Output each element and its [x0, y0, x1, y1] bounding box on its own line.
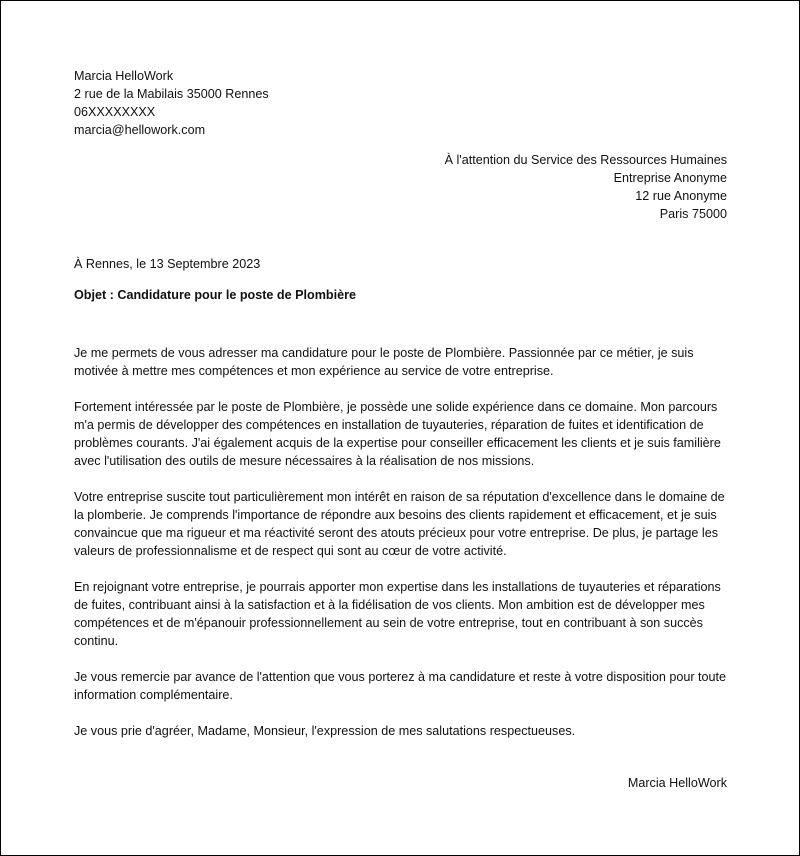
signature: Marcia HelloWork: [627, 776, 727, 790]
sender-address: 2 rue de la Mabilais 35000 Rennes: [74, 87, 269, 101]
letter-body: [74, 344, 728, 758]
sender-name: Marcia HelloWork: [74, 69, 174, 83]
body-paragraph: Votre entreprise suscite tout particulièrement mon intérêt en raison de sa réputation d'excellence dans le domaine de la plomberie. Je comprends l'importance de répondre aux besoins des clients rapidement et efficacement, et je suis convaincue que ma rigueur et ma réactivité seront des atouts précieux pour votre entreprise. De plus, je partage les valeurs de professionnalisme et de respect qui sont au cœur de votre activité.: [74, 490, 725, 558]
body-paragraph: Je me permets de vous adresser ma candidature pour le poste de Plombière. Passionnée par ce métier, je suis motivée à mettre mes compétences et mon expérience au service de votre entreprise.: [74, 346, 694, 378]
recipient-street: 12 rue Anonyme: [635, 189, 727, 203]
closing-paragraph: Je vous prie d'agréer, Madame, Monsieur, l'expression de mes salutations respectueuses.: [74, 724, 576, 738]
sender-block: [74, 67, 269, 139]
recipient-attention: À l'attention du Service des Ressources Humaines: [444, 153, 727, 167]
body-paragraph: En rejoignant votre entreprise, je pourrais apporter mon expertise dans les installations de tuyauteries et réparations de fuites, contribuant ainsi à la satisfaction et à la fidélisation de vos clients. Mon ambition est de développer mes compétences et de m'épanouir professionnellement au sein de votre entreprise, tout en contribuant à son succès continu.: [74, 580, 721, 648]
subject-line: Objet : Candidature pour le poste de Plombière: [74, 288, 357, 302]
date-line: À Rennes, le 13 Septembre 2023: [74, 257, 261, 271]
recipient-block: [445, 151, 727, 223]
body-paragraph: Je vous remercie par avance de l'attention que vous porterez à ma candidature et reste à votre disposition pour toute information complémentaire.: [74, 670, 727, 702]
sender-phone: 06XXXXXXXX: [74, 105, 156, 119]
recipient-company: Entreprise Anonyme: [613, 171, 727, 185]
body-paragraph: Fortement intéressée par le poste de Plombière, je possède une solide expérience dans ce domaine. Mon parcours m'a permis de développer des compétences en installation de tuyauteries, réparation de fuites et identification de problèmes courants. J'ai également acquis de la expertise pour conseiller efficacement les clients et je suis familière avec l'utilisation des outils de mesure nécessaires à la réalisation de nos missions.: [74, 400, 721, 468]
sender-email: marcia@hellowork.com: [74, 123, 206, 137]
recipient-city: Paris 75000: [659, 207, 727, 221]
